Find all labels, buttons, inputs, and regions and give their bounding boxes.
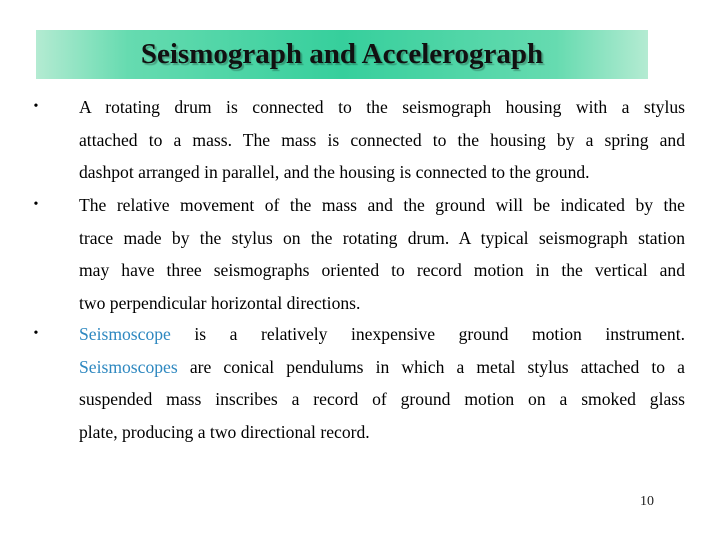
bullet-icon: • bbox=[33, 197, 39, 212]
bullet-1-line-1: A rotating drum is connected to the seismograph housing with a stylus bbox=[79, 97, 685, 117]
bullet-3-line-4: plate, producing a two directional record. bbox=[79, 421, 370, 442]
bullet-1-line-2: attached to a mass. The mass is connected to the housing by a spring and bbox=[79, 129, 685, 150]
bullet-3-line-1-rest: is a relatively inexpensive ground motion instrument. bbox=[170, 324, 685, 344]
title-banner bbox=[36, 30, 648, 79]
bullet-2-line-4: two perpendicular horizontal directions. bbox=[79, 292, 361, 313]
seismoscope-term-link[interactable]: Seismoscope bbox=[79, 324, 171, 344]
bullet-text-2 bbox=[79, 189, 685, 319]
bullet-text-1 bbox=[79, 91, 685, 189]
page-number: 10 bbox=[640, 494, 654, 509]
bullet-2-line-2: trace made by the stylus on the rotating drum. A typical seismograph station bbox=[79, 227, 685, 248]
slide-title: Seismograph and Accelerograph bbox=[140, 38, 544, 70]
seismoscopes-term-link[interactable]: Seismoscopes bbox=[79, 356, 178, 377]
bullet-text-3 bbox=[79, 318, 685, 448]
bullet-3-line-2-rest: are conical pendulums in which a metal stylus attached to a bbox=[177, 356, 685, 377]
bullet-3-line-1 bbox=[79, 318, 685, 351]
bullet-3-line-2 bbox=[79, 351, 685, 384]
bullet-3-line-3: suspended mass inscribes a record of ground motion on a smoked glass bbox=[79, 389, 685, 410]
bullet-2-line-3: may have three seismographs oriented to record motion in the vertical and bbox=[79, 260, 685, 281]
bullet-icon: • bbox=[33, 99, 39, 114]
bullet-icon: • bbox=[33, 326, 39, 341]
bullet-1-line-3: dashpot arranged in parallel, and the housing is connected to the ground. bbox=[79, 162, 590, 183]
bullet-2-line-1: The relative movement of the mass and the ground will be indicated by the bbox=[79, 195, 685, 215]
